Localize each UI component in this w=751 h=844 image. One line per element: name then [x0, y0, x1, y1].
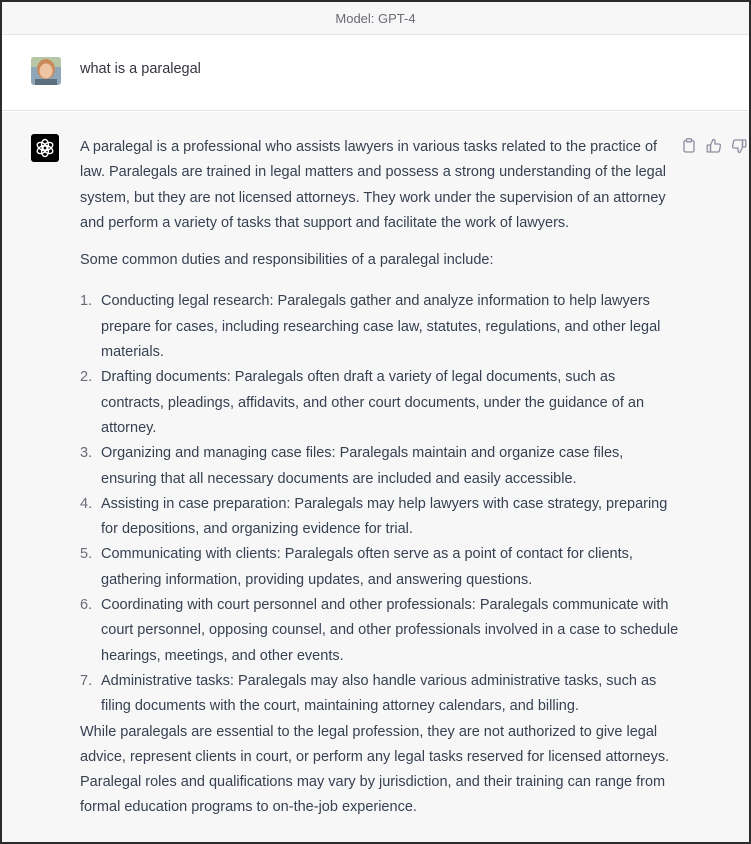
list-item: [80, 593, 680, 669]
user-message-text: what is a paralegal: [80, 61, 201, 77]
list-item: [80, 542, 680, 593]
user-avatar: [31, 57, 61, 85]
list-number: 7.: [80, 672, 93, 689]
list-item-text: Drafting documents: Paralegals often draft a variety of legal documents, such as contracts, pleadings, affidavits, and other court documents, under the guidance of an attorney.: [101, 369, 645, 436]
list-item-text: Organizing and managing case files: Paralegals maintain and organize case files, ensuring that all necessary documents are included and easily accessible.: [101, 445, 624, 487]
list-item-text: Assisting in case preparation: Paralegals may help lawyers with case strategy, preparing for depositions, and organizing evidence for trial.: [101, 495, 668, 538]
clipboard-icon[interactable]: [680, 137, 697, 154]
list-number: 2.: [80, 369, 93, 386]
list-item-text: Conducting legal research: Paralegals gather and analyze information to help lawyers prepare for cases, including researching case law, statutes, regulations, and other legal materials.: [101, 293, 661, 361]
list-item-text: Coordinating with court personnel and other professionals: Paralegals communicate with court personnel, opposing counsel, and other professionals involved in a case to schedule hearings, meetings, and other events.: [101, 597, 679, 664]
list-item: [80, 289, 680, 365]
list-item: [80, 669, 680, 720]
model-label-bar: [2, 2, 749, 35]
list-item: [80, 365, 680, 441]
list-number: 3.: [80, 445, 93, 462]
list-number: 6.: [80, 597, 93, 614]
user-message-row: [2, 35, 749, 111]
openai-logo-icon: [31, 134, 59, 162]
list-item: [80, 492, 680, 543]
thumbs-up-icon[interactable]: [705, 137, 722, 154]
list-number: 5.: [80, 546, 93, 563]
list-item: [80, 441, 680, 492]
list-number: 4.: [80, 495, 93, 512]
list-item-text: Administrative tasks: Paralegals may also handle various administrative tasks, such as filing documents with the court, maintaining attorney calendars, and billing.: [101, 672, 657, 715]
list-number: 1.: [80, 293, 93, 310]
thumbs-down-icon[interactable]: [730, 137, 747, 154]
message-actions: [680, 137, 747, 154]
list-intro: Some common duties and responsibilities of a paralegal include:: [80, 252, 494, 269]
model-label: Model: GPT-4: [335, 10, 416, 26]
intro-paragraph: A paralegal is a professional who assists lawyers in various tasks related to the practice of law. Paralegals are trained in legal matters and possess a strong understanding of the legal system, but they are not licensed attorneys. They work under the supervision of an attorney and perform a variety of tasks that support and facilitate the work of lawyers.: [80, 139, 666, 231]
assistant-message-content: [80, 135, 680, 821]
duties-list: [80, 289, 680, 719]
list-item-text: Communicating with clients: Paralegals often serve as a point of contact for clients, gathering information, providing updates, and answering questions.: [101, 546, 633, 588]
conclusion-paragraph: While paralegals are essential to the legal profession, they are not authorized to give legal advice, represent clients in court, or perform any legal tasks reserved for licensed attorneys. Paralegal roles and qualifications may vary by jurisdiction, and their training can range from formal education programs to on-the-job experience.: [80, 723, 670, 816]
assistant-message-row: [2, 112, 749, 844]
